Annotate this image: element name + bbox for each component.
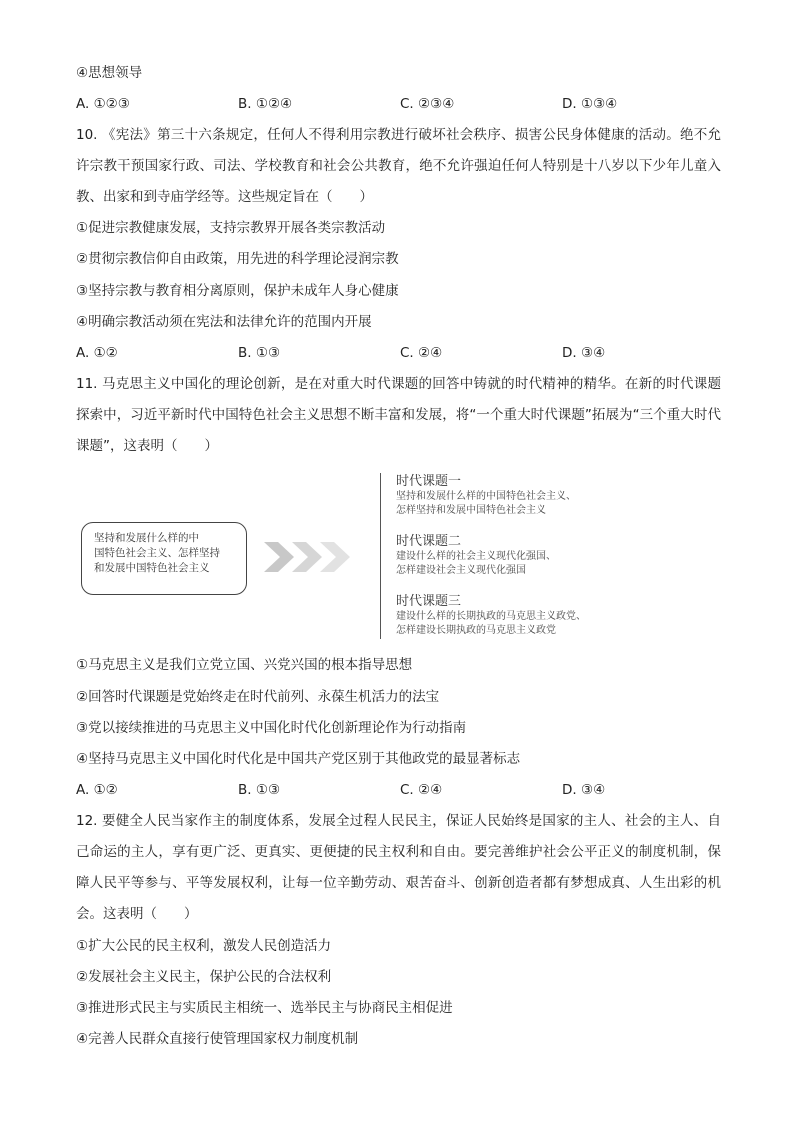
q10-option-c: C. ②④ xyxy=(400,345,443,361)
q10-item-1: ①促进宗教健康发展，支持宗教界开展各类宗教活动 xyxy=(76,220,386,236)
q9-option-a: A. ①②③ xyxy=(76,96,130,112)
q11-options xyxy=(76,781,721,799)
q12-item-4: ④完善人民群众直接行使管理国家权力制度机制 xyxy=(76,1031,359,1047)
q10-option-d: D. ③④ xyxy=(562,345,606,361)
q11-item-1: ①马克思主义是我们立党立国、兴党兴国的根本指导思想 xyxy=(76,657,413,673)
q9-option-c: C. ②③④ xyxy=(400,96,455,112)
era-topic-title: 时代课题二 xyxy=(396,534,462,549)
q9-item-4: ④思想领导 xyxy=(76,65,143,81)
era-topic-line: 怎样建设社会主义现代化强国 xyxy=(396,565,526,576)
q12-stem: 12. 要健全人民当家作主的制度体系，发展全过程人民民主，保证人民始终是国家的主人、社会的主人、自己命运的主人，享有更广泛、更真实、更便捷的民主权利和自由。要完善维护社会公平正义的制度机制，保障人民平等参与、平等发展权利，让每一位辛勤劳动、艰苦奋斗、创新创造者都有梦想成真、人生出彩的机会。这表明（ ） xyxy=(76,813,721,922)
box-line: 和发展中国特色社会主义 xyxy=(94,562,210,574)
q10-option-a: A. ①② xyxy=(76,345,118,361)
q11-item-4: ④坚持马克思主义中国化时代化是中国共产党区别于其他政党的最显著标志 xyxy=(76,751,521,767)
q11-option-a: A. ①② xyxy=(76,782,118,798)
era-topic-line: 坚持和发展什么样的中国特色社会主义、 xyxy=(396,491,576,502)
q12-item-1: ①扩大公民的民主权利，激发人民创造活力 xyxy=(76,938,332,954)
q10-item-3: ③坚持宗教与教育相分离原则，保护未成年人身心健康 xyxy=(76,283,399,299)
q11-item-2: ②回答时代课题是党始终走在时代前列、永葆生机活力的法宝 xyxy=(76,689,440,705)
q11-option-c: C. ②④ xyxy=(400,782,443,798)
figure-bracket-line xyxy=(380,473,384,639)
era-topic-title: 时代课题一 xyxy=(396,474,462,489)
q10-option-b: B. ①③ xyxy=(238,345,281,361)
q11-option-b: B. ①③ xyxy=(238,782,281,798)
era-topic-1 xyxy=(396,473,576,518)
era-topic-title: 时代课题三 xyxy=(396,594,462,609)
box-line: 坚持和发展什么样的中 xyxy=(94,532,199,544)
era-topic-2 xyxy=(396,533,556,578)
q9-option-b: B. ①②④ xyxy=(238,96,293,112)
era-topic-line: 怎样坚持和发展中国特色社会主义 xyxy=(396,505,546,516)
q12-item-3: ③推进形式民主与实质民主相统一、选举民主与协商民主相促进 xyxy=(76,1000,453,1016)
chevron-arrows-icon xyxy=(264,540,364,574)
era-topic-3 xyxy=(396,593,586,638)
q12-item-2: ②发展社会主义民主，保护公民的合法权利 xyxy=(76,969,332,985)
q10-item-2: ②贯彻宗教信仰自由政策，用先进的科学理论浸润宗教 xyxy=(76,251,399,267)
q11-option-d: D. ③④ xyxy=(562,782,606,798)
q9-options xyxy=(76,95,721,113)
figure-one-topic-box xyxy=(81,522,247,595)
q9-option-d: D. ①③④ xyxy=(562,96,618,112)
q10-stem: 10. 《宪法》第三十六条规定，任何人不得利用宗教进行破坏社会秩序、损害公民身体健康的活动。绝不允许宗教干预国家行政、司法、学校教育和社会公共教育，绝不允许强迫任何人特别是十八岁以下少年儿童入教、出家和到寺庙学经等。这些规定旨在（ ） xyxy=(76,127,721,205)
era-topic-line: 怎样建设长期执政的马克思主义政党 xyxy=(396,625,556,636)
q11-item-3: ③党以接续推进的马克思主义中国化时代化创新理论作为行动指南 xyxy=(76,720,467,736)
q11-stem: 11. 马克思主义中国化的理论创新，是在对重大时代课题的回答中铸就的时代精神的精华。在新的时代课题探索中，习近平新时代中国特色社会主义思想不断丰富和发展，将“一个重大时代课题”拓展为“三个重大时代课题”，这表明（ ） xyxy=(76,376,721,454)
box-line: 国特色社会主义、怎样坚持 xyxy=(94,547,220,559)
era-topic-line: 建设什么样的社会主义现代化强国、 xyxy=(396,551,556,562)
q11-figure xyxy=(76,465,726,645)
q10-item-4: ④明确宗教活动须在宪法和法律允许的范围内开展 xyxy=(76,314,372,330)
q10-options xyxy=(76,344,721,362)
era-topic-line: 建设什么样的长期执政的马克思主义政党、 xyxy=(396,611,586,622)
